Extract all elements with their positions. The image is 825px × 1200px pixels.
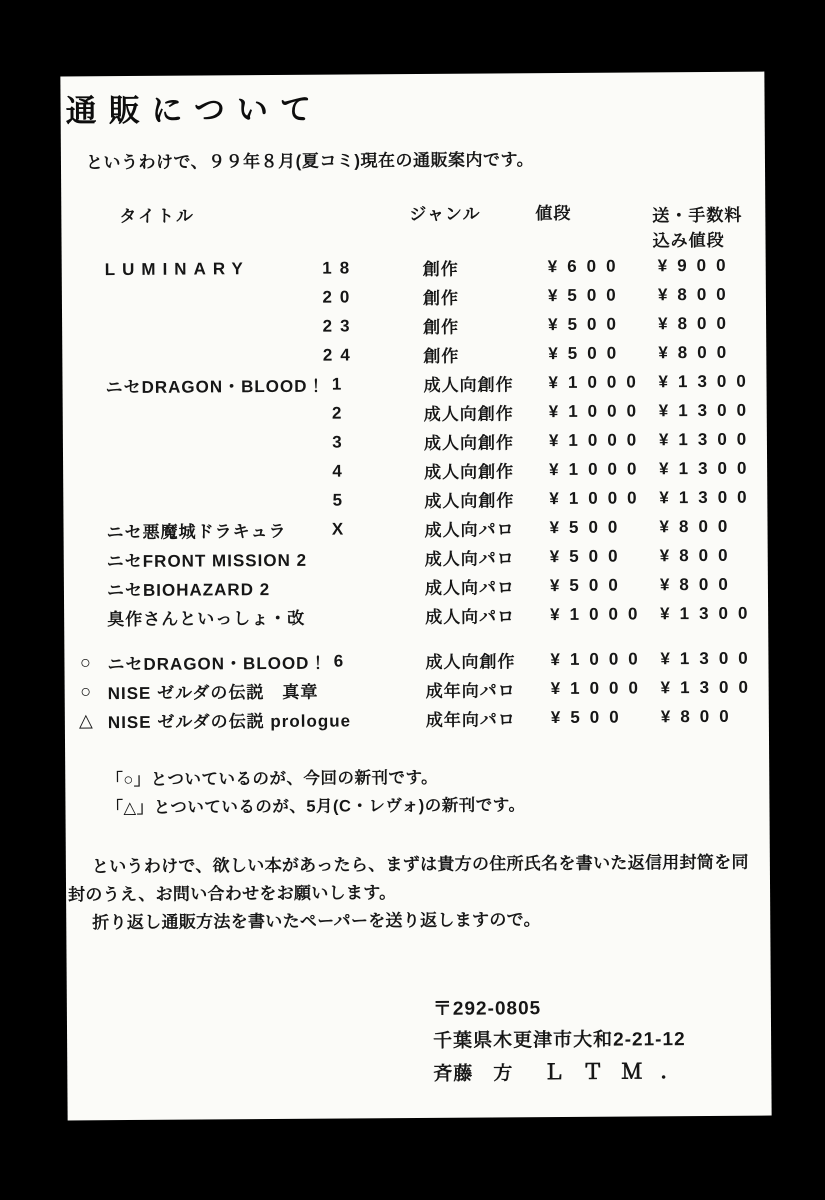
row-issue-number: 20: [322, 286, 358, 307]
row-price-incl-shipping: ¥800: [659, 516, 738, 536]
row-price-incl-shipping: ¥800: [659, 545, 738, 565]
table-rows-new-releases: [64, 644, 769, 736]
legend-note-circle: 「○」とついているのが、今回の新刊です。: [106, 768, 439, 790]
legend-notes: [106, 763, 525, 822]
header-genre: ジャンル: [409, 204, 481, 225]
table-row: [65, 702, 769, 736]
row-genre: 創作: [422, 259, 459, 279]
row-price-incl-shipping: ¥900: [657, 255, 736, 275]
new-release-mark: △: [78, 710, 93, 731]
row-issue-number: 3: [332, 431, 350, 452]
instructions-line1: というわけで、欲しい本があったら、まずは貴方の住所氏名を書いた返信用封筒を同: [91, 852, 749, 877]
row-price-incl-shipping: ¥1300: [658, 400, 757, 420]
instructions-line2: 封のうえ、お問い合わせをお願いします。: [68, 883, 397, 905]
row-price: ¥1000: [548, 400, 647, 421]
row-issue-number: 24: [322, 344, 358, 365]
row-title: ニセDRAGON・BLOOD！: [107, 653, 328, 675]
row-title: [104, 297, 310, 298]
row-title: 臭作さんといっしょ・改: [107, 608, 306, 630]
row-price-incl-shipping: ¥1300: [659, 458, 757, 478]
row-title: [105, 442, 311, 443]
row-title: [105, 413, 311, 414]
row-price-incl-shipping: ¥1300: [660, 648, 758, 668]
ordering-instructions: [68, 849, 771, 938]
row-genre: 創作: [423, 317, 460, 337]
row-issue-number: 23: [322, 315, 358, 336]
row-price: ¥1000: [550, 603, 648, 624]
row-genre: 成人向パロ: [424, 549, 515, 569]
row-title: ニセDRAGON・BLOOD！: [105, 376, 326, 398]
intro-text: というわけで、９９年８月(夏コミ)現在の通販案内です。: [85, 150, 535, 173]
street-address: 千葉県木更津市大和2-21-12: [433, 1029, 686, 1052]
row-price-incl-shipping: ¥800: [658, 342, 737, 362]
row-genre: 成人向パロ: [424, 578, 516, 598]
header-title: タイトル: [119, 206, 196, 227]
row-price: ¥500: [549, 575, 628, 595]
circle-name: ＬＴＭ．: [543, 1060, 700, 1085]
header-incl-line1: 送・手数料: [652, 205, 743, 226]
row-price: ¥1000: [550, 648, 648, 669]
row-price: ¥500: [547, 285, 626, 305]
row-price-incl-shipping: ¥800: [659, 574, 738, 594]
row-title: [104, 326, 310, 327]
row-genre: 成人向創作: [425, 652, 516, 672]
instructions-line3: 折り返し通販方法を書いたペーパーを送り返しますので。: [92, 910, 541, 933]
row-price: ¥500: [549, 517, 628, 537]
row-issue-number: 6: [333, 650, 352, 671]
row-issue-number: 5: [332, 489, 351, 510]
row-price-incl-shipping: ¥800: [657, 284, 736, 304]
row-price: ¥500: [549, 546, 628, 566]
row-issue-number: 1: [331, 373, 350, 394]
row-issue-number: 18: [322, 257, 358, 278]
new-release-mark: ○: [80, 681, 92, 702]
scanned-page: [60, 72, 771, 1121]
table-row: [64, 599, 768, 633]
row-genre: 成人向創作: [423, 404, 514, 424]
header-price-incl-shipping: [652, 203, 765, 254]
page-title: 通販について: [65, 91, 324, 129]
row-price-incl-shipping: ¥1300: [660, 603, 758, 623]
row-price-incl-shipping: ¥1300: [658, 429, 757, 449]
row-title: NISE ゼルダの伝説 真章: [107, 682, 319, 704]
row-price: ¥500: [550, 707, 629, 727]
row-price-incl-shipping: ¥800: [658, 313, 736, 333]
row-issue-number: X: [331, 518, 352, 539]
row-title: [104, 355, 310, 356]
row-title: ニセBIOHAZARD 2: [106, 580, 271, 601]
table-rows-main: [62, 251, 769, 633]
row-price: ¥500: [548, 314, 626, 334]
row-price: ¥1000: [550, 677, 648, 698]
row-price: ¥600: [547, 256, 626, 276]
new-release-mark: ○: [79, 652, 91, 673]
postal-code: 〒292-0805: [432, 998, 542, 1020]
row-price-incl-shipping: ¥1300: [658, 371, 756, 391]
row-price: ¥1000: [549, 487, 647, 508]
row-title: NISE ゼルダの伝説 prologue: [107, 711, 352, 733]
mail-order-table: [61, 203, 769, 736]
row-genre: 創作: [423, 346, 460, 366]
row-price: ¥1000: [549, 458, 647, 479]
row-genre: 成年向パロ: [425, 681, 516, 701]
row-genre: 成人向パロ: [424, 520, 515, 540]
row-title: [105, 500, 311, 501]
header-price: 値段: [535, 203, 572, 224]
row-genre: 創作: [422, 288, 459, 308]
header-incl-line2: 込み値段: [652, 230, 725, 251]
table-header-row: [61, 203, 765, 256]
row-genre: 成人向創作: [423, 375, 514, 395]
row-issue-number: 4: [332, 460, 350, 481]
row-price-incl-shipping: ¥1300: [659, 487, 757, 507]
row-title: [105, 471, 311, 472]
addressee-line: [433, 1056, 699, 1091]
contact-address-block: [433, 992, 700, 1091]
row-genre: 成人向創作: [423, 433, 514, 453]
row-genre: 成人向パロ: [425, 607, 516, 627]
row-issue-number: 2: [331, 402, 350, 423]
row-title: ニセ悪魔城ドラキュラ: [106, 521, 287, 543]
row-price-incl-shipping: ¥1300: [660, 677, 758, 697]
row-price: ¥500: [548, 343, 627, 363]
row-genre: 成人向創作: [424, 491, 515, 511]
legend-note-triangle: 「△」とついているのが、5月(C・レヴォ)の新刊です。: [106, 796, 526, 818]
row-price: ¥1000: [548, 429, 647, 450]
row-title: ニセFRONT MISSION 2: [106, 550, 308, 572]
row-title: LUMINARY: [104, 258, 250, 279]
row-price-incl-shipping: ¥800: [660, 706, 739, 726]
row-genre: 成年向パロ: [425, 710, 516, 730]
row-price: ¥1000: [548, 371, 646, 392]
addressee-name: 斉藤 方: [433, 1063, 514, 1085]
row-genre: 成人向創作: [424, 462, 515, 482]
